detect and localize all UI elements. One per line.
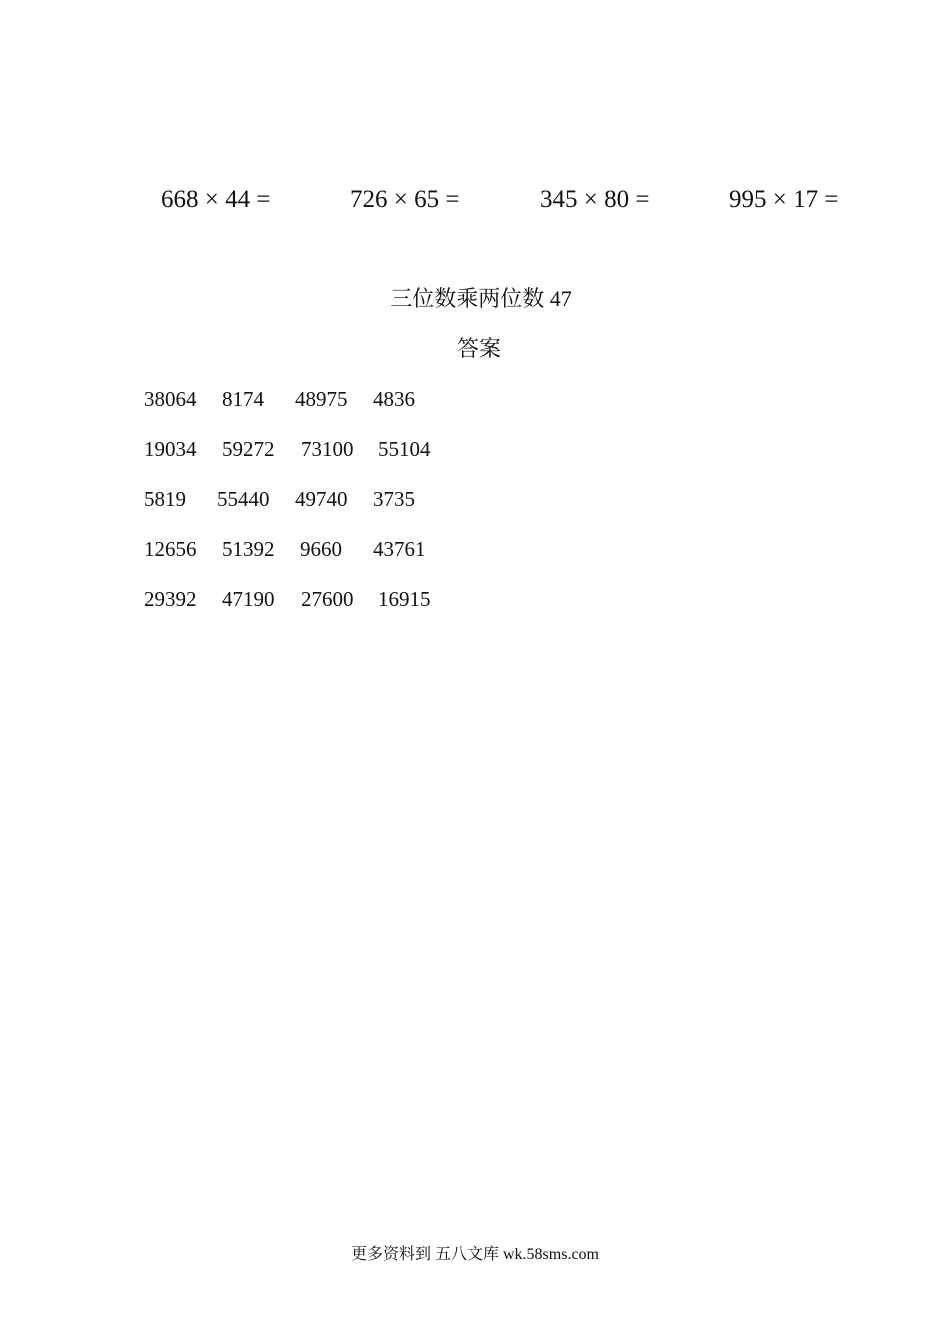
answer-cell: 16915: [378, 587, 431, 611]
answer-cell: 8174: [222, 387, 264, 411]
answer-cell: 55104: [378, 437, 431, 461]
answer-cell: 9660: [300, 537, 342, 561]
answer-cell: 29392: [144, 587, 197, 611]
answer-cell: 73100: [301, 437, 354, 461]
answer-cell: 49740: [295, 487, 348, 511]
answer-cell: 51392: [222, 537, 275, 561]
problem-1: 668 × 44 =: [161, 186, 271, 213]
answer-cell: 55440: [217, 487, 270, 511]
answer-heading: 答案: [456, 336, 501, 361]
answer-cell: 3735: [373, 487, 415, 511]
answer-row: [144, 484, 544, 534]
answer-cell: 38064: [144, 387, 197, 411]
answer-cell: 48975: [295, 387, 348, 411]
worksheet-title: 三位数乘两位数 47: [390, 286, 572, 311]
answer-row: [144, 384, 544, 434]
answer-row: [144, 434, 544, 484]
answer-cell: 5819: [144, 487, 186, 511]
answer-cell: 19034: [144, 437, 197, 461]
answer-list: [144, 384, 544, 634]
problem-row: [0, 182, 950, 222]
answer-row: [144, 534, 544, 584]
problem-2: 726 × 65 =: [350, 186, 460, 213]
answer-cell: 43761: [373, 537, 426, 561]
answer-cell: 12656: [144, 537, 197, 561]
answer-cell: 47190: [222, 587, 275, 611]
problem-3: 345 × 80 =: [540, 186, 650, 213]
problem-4: 995 × 17 =: [729, 186, 839, 213]
answer-row: [144, 584, 544, 634]
footer-note: 更多资料到 五八文库 wk.58sms.com: [350, 1246, 599, 1263]
answer-cell: 59272: [222, 437, 275, 461]
answer-cell: 27600: [301, 587, 354, 611]
answer-cell: 4836: [373, 387, 415, 411]
